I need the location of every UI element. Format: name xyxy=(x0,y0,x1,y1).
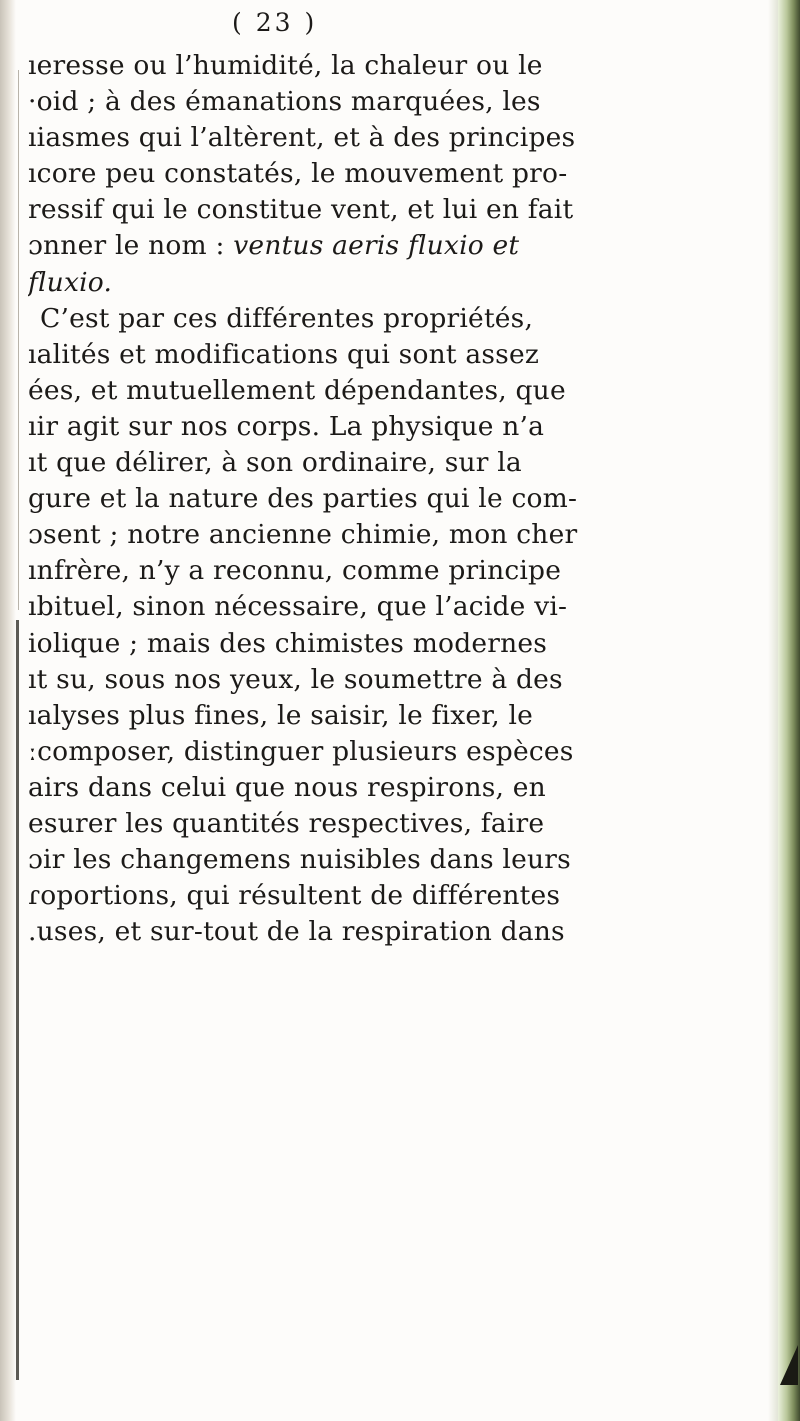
text-line: esurer les quantités respectives, faire xyxy=(28,807,545,839)
text-line: gure et la nature des parties qui le com- xyxy=(28,483,578,515)
text-line: ıbituel, sinon nécessaire, que l’acide vi- xyxy=(28,591,568,623)
text-line: ıcore peu constatés, le mouvement pro- xyxy=(28,158,568,190)
page-gutter xyxy=(0,0,16,1421)
text-line: ɔsent ; notre ancienne chimie, mon cher xyxy=(28,519,578,551)
text-line: ıeresse ou l’humidité, la chaleur ou le xyxy=(28,50,543,81)
text-line: ressif qui le constitue vent, et lui en fait xyxy=(28,194,574,226)
text-line: .uses, et sur-tout de la respiration dans xyxy=(28,916,565,948)
latin-phrase-end: fluxio. xyxy=(28,266,113,298)
page-number: ( 23 ) xyxy=(232,8,318,37)
text-line: ıir agit sur nos corps. La physique n’a xyxy=(28,410,545,442)
text-line xyxy=(28,301,788,337)
text-line: iolique ; mais des chimistes modernes xyxy=(28,627,548,659)
paragraph-start: C’est par ces différentes propriétés, xyxy=(40,302,534,334)
text-line: ées, et mutuellement dépendantes, que xyxy=(28,374,566,406)
text-line: ınfrère, n’y a reconnu, comme principe xyxy=(28,555,562,587)
text-line: ıalités et modifications qui sont assez xyxy=(28,338,540,370)
page-corner-dark xyxy=(780,1345,798,1385)
text-line: ıiasmes qui l’altèrent, et à des principes xyxy=(28,122,576,154)
text-line xyxy=(28,228,788,264)
text-line: ɾoportions, qui résultent de différentes xyxy=(28,880,561,912)
gutter-fold-line xyxy=(18,70,19,610)
text-line: ɔir les changemens nuisibles dans leurs xyxy=(28,844,571,876)
text-line xyxy=(28,265,788,301)
latin-phrase: ventus aeris fluxio et xyxy=(233,230,520,262)
text-line: ːcomposer, distinguer plusieurs espèces xyxy=(28,735,574,767)
text-line: ıalyses plus fines, le saisir, le fixer, le xyxy=(28,699,534,731)
body-text xyxy=(28,48,788,950)
text-line: ıt su, sous nos yeux, le soumettre à des xyxy=(28,663,563,695)
text-line: ıt que délirer, à son ordinaire, sur la xyxy=(28,447,522,479)
text-line-roman: ɔnner le nom : xyxy=(28,230,234,262)
gutter-binding-edge xyxy=(16,620,19,1380)
text-line: ·oid ; à des émanations marquées, les xyxy=(28,86,541,118)
text-line: airs dans celui que nous respirons, en xyxy=(28,771,546,803)
